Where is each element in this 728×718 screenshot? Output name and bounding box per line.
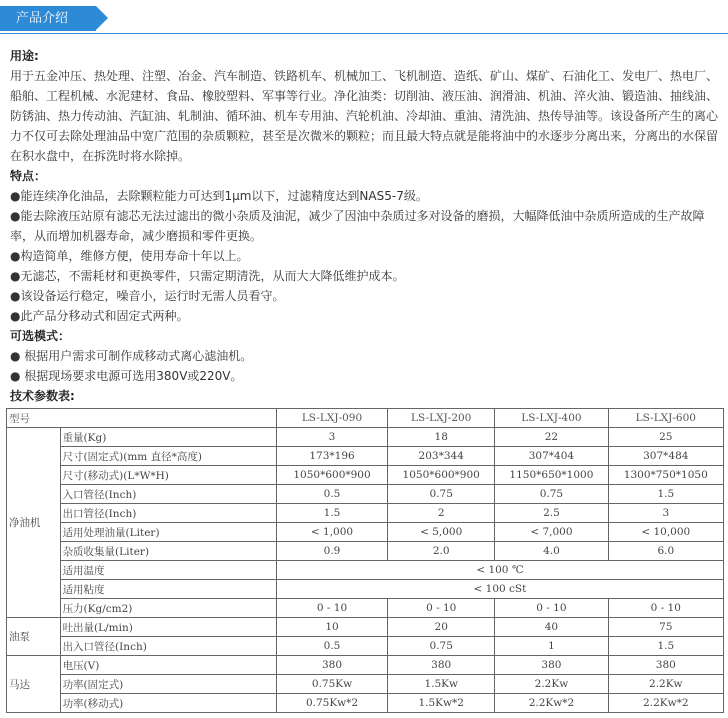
table-row — [7, 504, 724, 523]
table-row — [7, 428, 724, 447]
table-header-row — [7, 409, 724, 428]
feature-item: ●能连续净化油品，去除颗粒能力可达到1μm以下，过滤精度达到NAS5-7级。 — [10, 189, 428, 203]
product-content — [0, 34, 728, 406]
cell: 307*484 — [608, 447, 723, 466]
cell: 203*344 — [388, 447, 495, 466]
cell: 0.75Kw — [276, 675, 387, 694]
row-label: 功率(移动式) — [60, 694, 276, 713]
cell: 0.75 — [388, 485, 495, 504]
cell-merged: < 100 cSt — [276, 580, 723, 599]
cell: 380 — [388, 656, 495, 675]
table-row — [7, 599, 724, 618]
cell: 0.9 — [276, 542, 387, 561]
feature-item: 率，从而增加机器寿命，减少磨损和零件更换。 — [10, 229, 263, 243]
cell: 0 - 10 — [608, 599, 723, 618]
features-list — [10, 186, 718, 326]
cell: 380 — [608, 656, 723, 675]
section-header — [0, 0, 728, 34]
cell: 2.2Kw*2 — [495, 694, 608, 713]
feature-item: ●能去除液压站原有滤芯无法过滤出的微小杂质及油泥，减少了因油中杂质过多对设备的磨损，大幅降低油中杂质所造成的生产故障 — [10, 209, 705, 223]
feature-item: ●此产品分移动式和固定式两种。 — [10, 309, 189, 323]
cell: 1050*600*900 — [388, 466, 495, 485]
table-row — [7, 694, 724, 713]
row-label: 杂质收集量(Liter) — [60, 542, 276, 561]
cell: 0 - 10 — [276, 599, 387, 618]
cell: 1050*600*900 — [276, 466, 387, 485]
table-row — [7, 447, 724, 466]
row-label: 适用处理油量(Liter) — [60, 523, 276, 542]
table-row — [7, 656, 724, 675]
row-label: 压力(Kg/cm2) — [60, 599, 276, 618]
cell: 20 — [388, 618, 495, 637]
row-label: 吐出量(L/min) — [60, 618, 276, 637]
row-label: 重量(Kg) — [60, 428, 276, 447]
row-label: 适用温度 — [60, 561, 276, 580]
cell: 1.5Kw — [388, 675, 495, 694]
model-name: LS-LXJ-200 — [388, 409, 495, 428]
usage-paragraph — [10, 66, 718, 166]
cell: 0 - 10 — [495, 599, 608, 618]
cell: 40 — [495, 618, 608, 637]
cell: 75 — [608, 618, 723, 637]
cell: 25 — [608, 428, 723, 447]
cell: 1.5 — [276, 504, 387, 523]
usage-title: 用途: — [10, 49, 39, 63]
cell: 0 - 10 — [388, 599, 495, 618]
row-label: 尺寸(固定式)(mm 直径*高度) — [60, 447, 276, 466]
cell: 0.75 — [495, 485, 608, 504]
usage-line: 船舶、工程机械、水泥建材、食品、橡胶塑料、军事等行业。净化油类：切削油、液压油、润滑油、机油、淬火油、锻造油、抽线油、 — [10, 89, 719, 103]
feature-item: ●无滤芯，不需耗材和更换零件，只需定期清洗，从而大大降低维护成本。 — [10, 269, 405, 283]
cell: 2.5 — [495, 504, 608, 523]
group-motor: 马达 — [7, 656, 61, 713]
option-item: ● 根据用户需求可制作成移动式离心滤油机。 — [10, 349, 253, 363]
row-label: 出入口管径(Inch) — [60, 637, 276, 656]
cell: 22 — [495, 428, 608, 447]
usage-line: 防锈油、热力传动油、汽缸油、轧制油、循环油、机车专用油、汽轮机油、冷却油、重油、清洗油、热传导油等。该设备所产生的离心 — [10, 109, 719, 123]
row-label: 功率(固定式) — [60, 675, 276, 694]
row-label: 电压(V) — [60, 656, 276, 675]
cell: < 7,000 — [495, 523, 608, 542]
cell: < 5,000 — [388, 523, 495, 542]
cell: 1.5 — [608, 485, 723, 504]
cell: 4.0 — [495, 542, 608, 561]
table-row — [7, 542, 724, 561]
cell: 173*196 — [276, 447, 387, 466]
cell: 0.5 — [276, 637, 387, 656]
row-label: 出口管径(Inch) — [60, 504, 276, 523]
table-row — [7, 618, 724, 637]
row-label: 适用粘度 — [60, 580, 276, 599]
cell: 2.2Kw*2 — [608, 694, 723, 713]
cell: 6.0 — [608, 542, 723, 561]
cell: 0.75Kw*2 — [276, 694, 387, 713]
table-row — [7, 580, 724, 599]
usage-line: 在积水盘中，在拆洗时将水除掉。 — [10, 149, 191, 163]
cell: 1150*650*1000 — [495, 466, 608, 485]
cell: 18 — [388, 428, 495, 447]
cell: < 1,000 — [276, 523, 387, 542]
options-title: 可选模式： — [10, 329, 71, 343]
usage-line: 用于五金冲压、热处理、注塑、冶金、汽车制造、铁路机车、机械加工、飞机制造、造纸、矿山、煤矿、石油化工、发电厂、热电厂、 — [10, 69, 719, 83]
cell: < 10,000 — [608, 523, 723, 542]
table-row — [7, 637, 724, 656]
table-row — [7, 466, 724, 485]
feature-item: ●该设备运行稳定，噪音小，运行时无需人员看守。 — [10, 289, 285, 303]
cell: 2.2Kw — [495, 675, 608, 694]
cell: 3 — [276, 428, 387, 447]
table-row — [7, 485, 724, 504]
usage-line: 力不仅可去除处理油品中宽广范围的杂质颗粒，甚至是次微米的颗粒；而且最大特点就是能将油中的水逐步分离出来，分离出的水保留 — [10, 129, 719, 143]
cell: 380 — [276, 656, 387, 675]
product-intro-tab: 产品介绍 — [0, 6, 96, 31]
cell: 0.75 — [388, 637, 495, 656]
group-filter: 净油机 — [7, 428, 61, 618]
cell: 10 — [276, 618, 387, 637]
table-row — [7, 523, 724, 542]
row-label: 入口管径(Inch) — [60, 485, 276, 504]
features-title: 特点： — [10, 169, 47, 183]
cell: 2.0 — [388, 542, 495, 561]
cell: 380 — [495, 656, 608, 675]
table-row — [7, 675, 724, 694]
model-label: 型号 — [7, 409, 277, 428]
options-list — [10, 346, 718, 386]
model-name: LS-LXJ-090 — [276, 409, 387, 428]
spec-table — [6, 408, 724, 713]
table-row — [7, 561, 724, 580]
cell: 0.5 — [276, 485, 387, 504]
group-pump: 油泵 — [7, 618, 61, 656]
cell: 3 — [608, 504, 723, 523]
cell: 307*404 — [495, 447, 608, 466]
cell: 1.5 — [608, 637, 723, 656]
cell: 1 — [495, 637, 608, 656]
feature-item: ●构造简单，维修方便，使用寿命十年以上。 — [10, 249, 249, 263]
cell: 1300*750*1050 — [608, 466, 723, 485]
row-label: 尺寸(移动式)(L*W*H) — [60, 466, 276, 485]
cell-merged: < 100 ℃ — [276, 561, 723, 580]
option-item: ● 根据现场要求电源可选用380V或220V。 — [10, 369, 243, 383]
model-name: LS-LXJ-400 — [495, 409, 608, 428]
cell: 2.2Kw — [608, 675, 723, 694]
model-name: LS-LXJ-600 — [608, 409, 723, 428]
cell: 1.5Kw*2 — [388, 694, 495, 713]
specs-title: 技术参数表: — [10, 389, 75, 403]
cell: 2 — [388, 504, 495, 523]
